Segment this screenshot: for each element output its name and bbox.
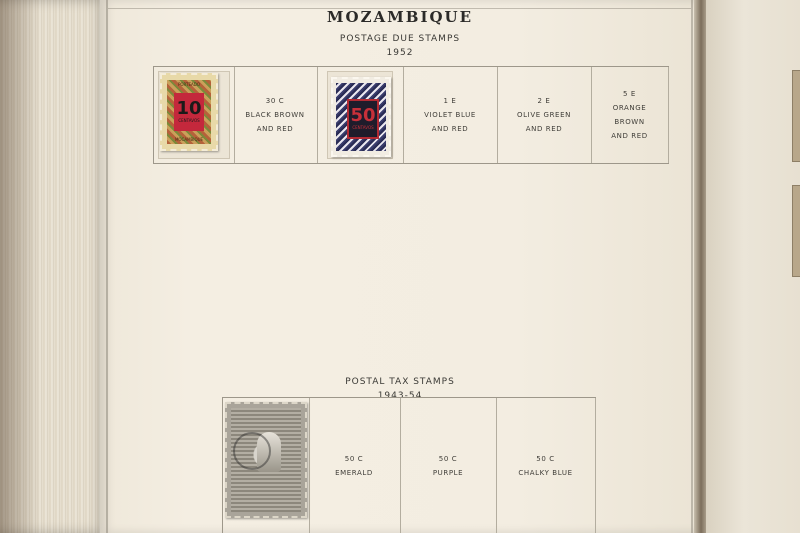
section-years: 1952 <box>386 48 414 58</box>
facing-page-stamp-edge <box>792 185 800 277</box>
denomination: 1 E <box>443 97 457 105</box>
denomination: 30 C <box>265 97 285 105</box>
denomination: 50 C <box>344 455 364 463</box>
stamp-description <box>233 67 318 163</box>
color-line: ORANGE <box>612 104 647 112</box>
denomination: 2 E <box>537 97 551 105</box>
page-border-left <box>106 0 108 533</box>
color-line: AND RED <box>525 125 563 133</box>
color-line: BROWN <box>614 118 645 126</box>
stamp-caption: CENTAVOS <box>178 118 200 123</box>
page-border-right <box>691 0 693 533</box>
color-line: PURPLE <box>432 469 464 477</box>
stamp-description <box>400 398 497 533</box>
postmark-cancel <box>233 432 271 470</box>
stamp-caption: CENTAVOS <box>352 125 374 130</box>
postage-due-row <box>153 66 669 164</box>
color-line: VIOLET BLUE <box>424 111 476 119</box>
denomination: 50 C <box>438 455 458 463</box>
stamp-description <box>403 67 498 163</box>
stamp-top-text: PORTEADO <box>178 82 200 87</box>
facing-page <box>706 0 800 533</box>
color-line: BLACK BROWN <box>245 111 305 119</box>
color-line: EMERALD <box>335 469 373 477</box>
postage-due-10c-stamp <box>160 73 218 151</box>
stamp-description <box>496 398 596 533</box>
stamp-value: 10 <box>176 98 202 119</box>
stamp-slot <box>222 398 310 533</box>
facing-page-stamp-edge <box>792 70 800 162</box>
stamp-slot <box>153 67 235 163</box>
postal-tax-pelican-stamp <box>225 402 307 518</box>
stamp-description <box>497 67 592 163</box>
denomination: 5 E <box>623 90 636 98</box>
color-line: AND RED <box>256 125 294 133</box>
stamp-description <box>591 67 669 163</box>
postal-tax-row <box>222 397 596 533</box>
stamp-slot <box>317 67 404 163</box>
section-heading: POSTAGE DUE STAMPS <box>339 34 461 44</box>
page-stack-edges <box>0 0 108 533</box>
stamp-value-tablet <box>174 93 204 131</box>
color-line: AND RED <box>431 125 469 133</box>
stamp-bottom-text: MOCAMBIQUE <box>174 137 204 142</box>
stamp-value-tablet <box>347 99 379 139</box>
section-heading: POSTAL TAX STAMPS <box>345 377 455 387</box>
color-line: OLIVE GREEN <box>517 111 571 119</box>
section-years: 1943-54 <box>377 391 423 401</box>
color-line: AND RED <box>611 132 648 140</box>
stamp-value: 50 <box>350 105 376 126</box>
page-title: MOZAMBIQUE <box>326 8 474 26</box>
color-line: CHALKY BLUE <box>518 469 573 477</box>
denomination: 50 C <box>536 455 555 463</box>
stamp-description <box>308 398 401 533</box>
postage-due-50c-stamp <box>331 77 391 157</box>
